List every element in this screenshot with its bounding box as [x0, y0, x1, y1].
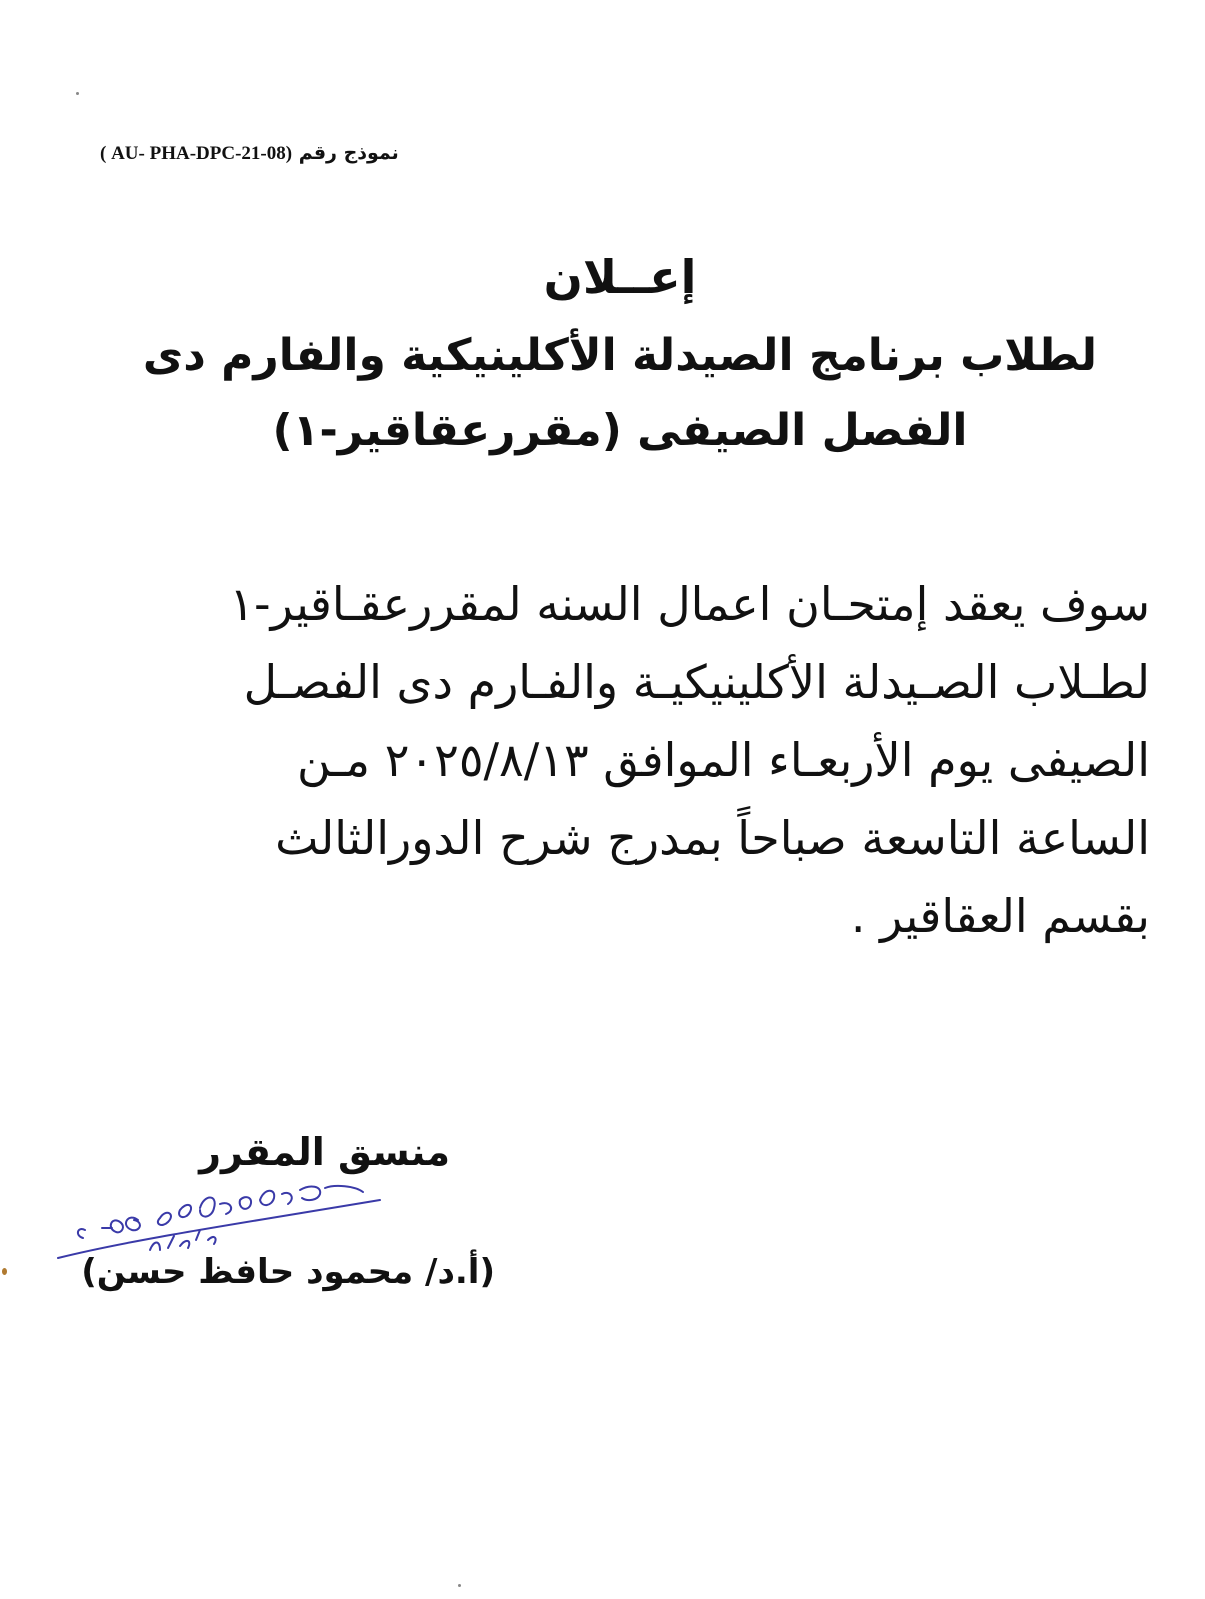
body-line: الساعة التاسعة صباحاً بمدرج شرح الدورالثالث — [275, 811, 1150, 865]
body-line: الصيفى يوم الأربعـاء الموافق ٢٠٢٥/٨/١٣ مـن — [296, 733, 1150, 787]
announcement-body — [100, 565, 1150, 955]
signatory-name: (أ.د/ محمود حافظ حسن) — [81, 1252, 495, 1292]
announcement-course: الفصل الصيفى (مقررعقاقير-١) — [272, 405, 968, 456]
form-number — [100, 142, 480, 165]
body-line: سوف يعقد إمتحـان اعمال السنه لمقررعقـاقير-١ — [229, 577, 1150, 631]
form-number-code: ( AU- PHA-DPC-21-08) — [100, 143, 293, 164]
body-line: بقسم العقاقير . — [850, 889, 1150, 943]
scan-speck — [458, 1584, 461, 1587]
announcement-audience: لطلاب برنامج الصيدلة الأكلينيكية والفارم دى — [142, 330, 1098, 381]
form-number-label: نموذج رقم — [298, 142, 399, 164]
body-line: لطـلاب الصـيدلة الأكلينيكيـة والفـارم دى الفصـل — [243, 655, 1150, 709]
scan-speck — [2, 1268, 7, 1275]
signatory-title: منسق المقرر — [199, 1130, 450, 1174]
scan-speck — [76, 92, 79, 95]
announcement-title: إعــلان — [543, 250, 697, 304]
